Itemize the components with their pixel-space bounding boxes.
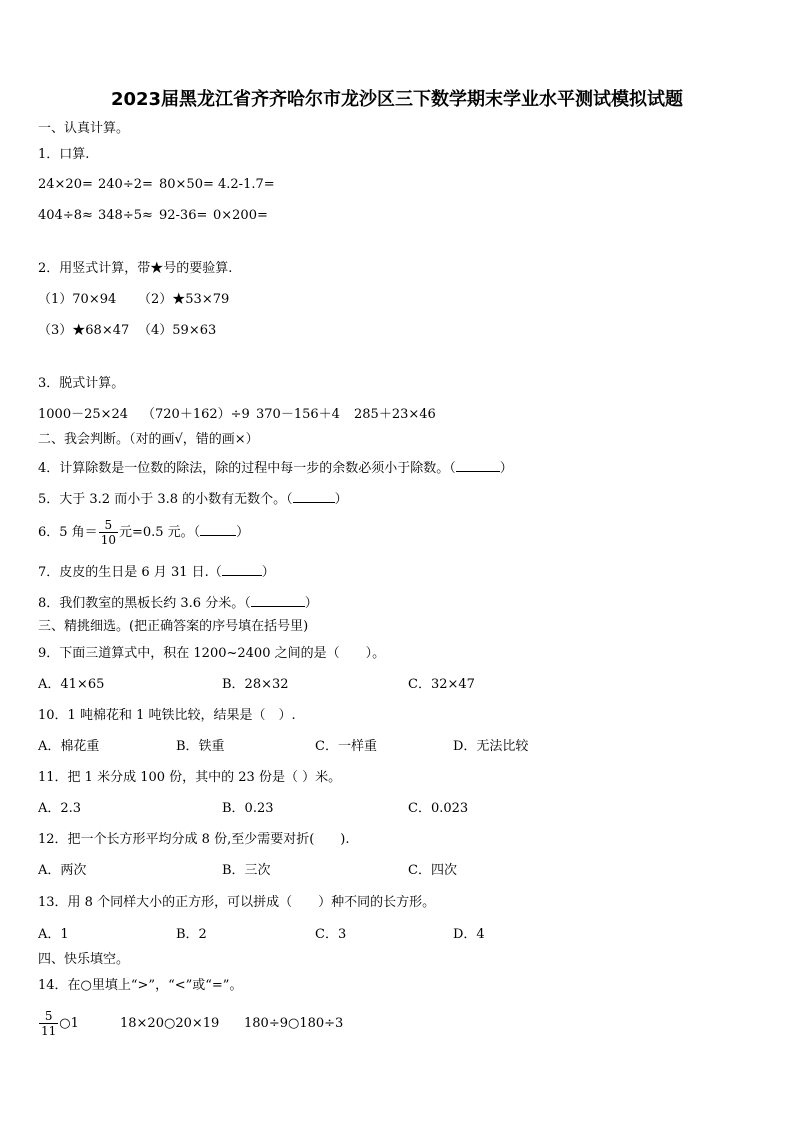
question-8 <box>38 593 318 613</box>
question-6-pre: 6．5 角＝ <box>38 525 98 540</box>
section-heading-4: 四、快乐填空。 <box>38 952 130 967</box>
mental-calc-item: 80×50= <box>159 177 214 192</box>
option-b[interactable]: B．三次 <box>222 863 271 878</box>
question-3-label: 3．脱式计算。 <box>38 376 125 391</box>
mental-calc-item: 4.2-1.7= <box>218 177 275 192</box>
mental-calc-item: 92-36= <box>159 208 208 223</box>
question-5-text: 5．大于 3.2 而小于 3.8 的小数有无数个。（ <box>38 492 293 507</box>
question-4-text: 4．计算除数是一位数的除法，除的过程中每一步的余数必须小于除数。（ <box>38 461 456 476</box>
option-c[interactable]: C．四次 <box>408 863 457 878</box>
option-c[interactable]: C．一样重 <box>315 739 377 754</box>
vertical-calc-item: （2）★53×79 <box>138 292 230 307</box>
option-a[interactable]: A．两次 <box>38 863 87 878</box>
option-b[interactable]: B．0.23 <box>222 801 274 816</box>
fraction-numerator: 5 <box>99 518 118 533</box>
mental-calc-item: 404÷8≈ <box>38 208 93 223</box>
fraction <box>99 518 118 547</box>
question-6-close: ） <box>236 525 250 540</box>
section-heading-2: 二、我会判断。（对的画√，错的画×） <box>38 432 259 447</box>
compare-item-2: 18×20○20×19 <box>120 1016 220 1031</box>
section-heading-1: 一、认真计算。 <box>38 121 130 136</box>
step-calc-item: 370－156＋4 <box>256 407 340 422</box>
option-d[interactable]: D．4 <box>453 927 485 942</box>
question-6-post: 元=0.5 元。（ <box>118 525 201 540</box>
option-b[interactable]: B．2 <box>176 927 207 942</box>
option-a[interactable]: A．棉花重 <box>38 739 100 754</box>
question-9-text: 9．下面三道算式中，积在 1200~2400 之间的是（ ）。 <box>38 646 386 661</box>
question-4 <box>38 458 513 478</box>
fraction-denominator: 11 <box>41 1024 57 1038</box>
fraction-denominator: 10 <box>100 533 116 547</box>
mental-calc-item: 348÷5≈ <box>98 208 153 223</box>
question-10-text: 10．1 吨棉花和 1 吨铁比较，结果是（ ）. <box>38 708 296 723</box>
question-7-text: 7．皮皮的生日是 6 月 31 日.（ <box>38 565 222 580</box>
vertical-calc-item: （1）70×94 <box>38 292 117 307</box>
question-6 <box>38 516 249 550</box>
question-8-close: ） <box>304 596 318 611</box>
question-2-label: 2．用竖式计算，带★号的要验算. <box>38 261 233 276</box>
compare-item-1-rest: ○1 <box>59 1016 79 1031</box>
mental-calc-item: 240÷2= <box>98 177 153 192</box>
option-a[interactable]: A．2.3 <box>38 801 82 816</box>
mental-calc-item: 0×200= <box>213 208 268 223</box>
option-a[interactable]: A．1 <box>38 927 69 942</box>
compare-item-1 <box>38 1004 79 1044</box>
question-4-close: ） <box>499 461 513 476</box>
vertical-calc-item: （3）★68×47 <box>38 323 130 338</box>
question-7-close: ） <box>261 565 275 580</box>
option-b[interactable]: B．铁重 <box>176 739 225 754</box>
answer-blank[interactable] <box>293 489 335 503</box>
answer-blank[interactable] <box>222 562 262 576</box>
step-calc-item: 285＋23×46 <box>354 407 436 422</box>
question-8-text: 8．我们教室的黑板长约 3.6 分米。（ <box>38 596 251 611</box>
answer-blank[interactable] <box>456 458 500 472</box>
answer-blank[interactable] <box>251 593 305 607</box>
option-c[interactable]: C．0.023 <box>408 801 469 816</box>
question-7 <box>38 562 275 582</box>
option-a[interactable]: A．41×65 <box>38 677 105 692</box>
mental-calc-item: 24×20= <box>38 177 93 192</box>
option-d[interactable]: D．无法比较 <box>453 739 529 754</box>
question-11-text: 11．把 1 米分成 100 份，其中的 23 份是（ ）米。 <box>38 770 342 785</box>
fraction <box>39 1009 58 1038</box>
vertical-calc-item: （4）59×63 <box>138 323 217 338</box>
option-b[interactable]: B．28×32 <box>222 677 289 692</box>
answer-blank[interactable] <box>200 522 236 536</box>
question-5-close: ） <box>334 492 348 507</box>
option-c[interactable]: C．3 <box>315 927 347 942</box>
question-1-label: 1．口算. <box>38 147 90 162</box>
compare-item-3: 180÷9○180÷3 <box>244 1016 344 1031</box>
step-calc-item: 1000－25×24 <box>38 407 129 422</box>
option-c[interactable]: C．32×47 <box>408 677 475 692</box>
question-13-text: 13．用 8 个同样大小的正方形，可以拼成（ ）种不同的长方形。 <box>38 895 436 910</box>
question-14-text: 14．在○里填上“>”，“<”或“=”。 <box>38 978 243 993</box>
question-5 <box>38 489 348 509</box>
step-calc-item: （720＋162）÷9 <box>142 407 250 422</box>
fraction-numerator: 5 <box>39 1009 58 1024</box>
page-title: 2023届黑龙江省齐齐哈尔市龙沙区三下数学期末学业水平测试模拟试题 <box>110 89 684 110</box>
section-heading-3: 三、精挑细选。(把正确答案的序号填在括号里) <box>38 619 309 634</box>
question-12-text: 12．把一个长方形平均分成 8 份,至少需要对折( ). <box>38 832 350 847</box>
